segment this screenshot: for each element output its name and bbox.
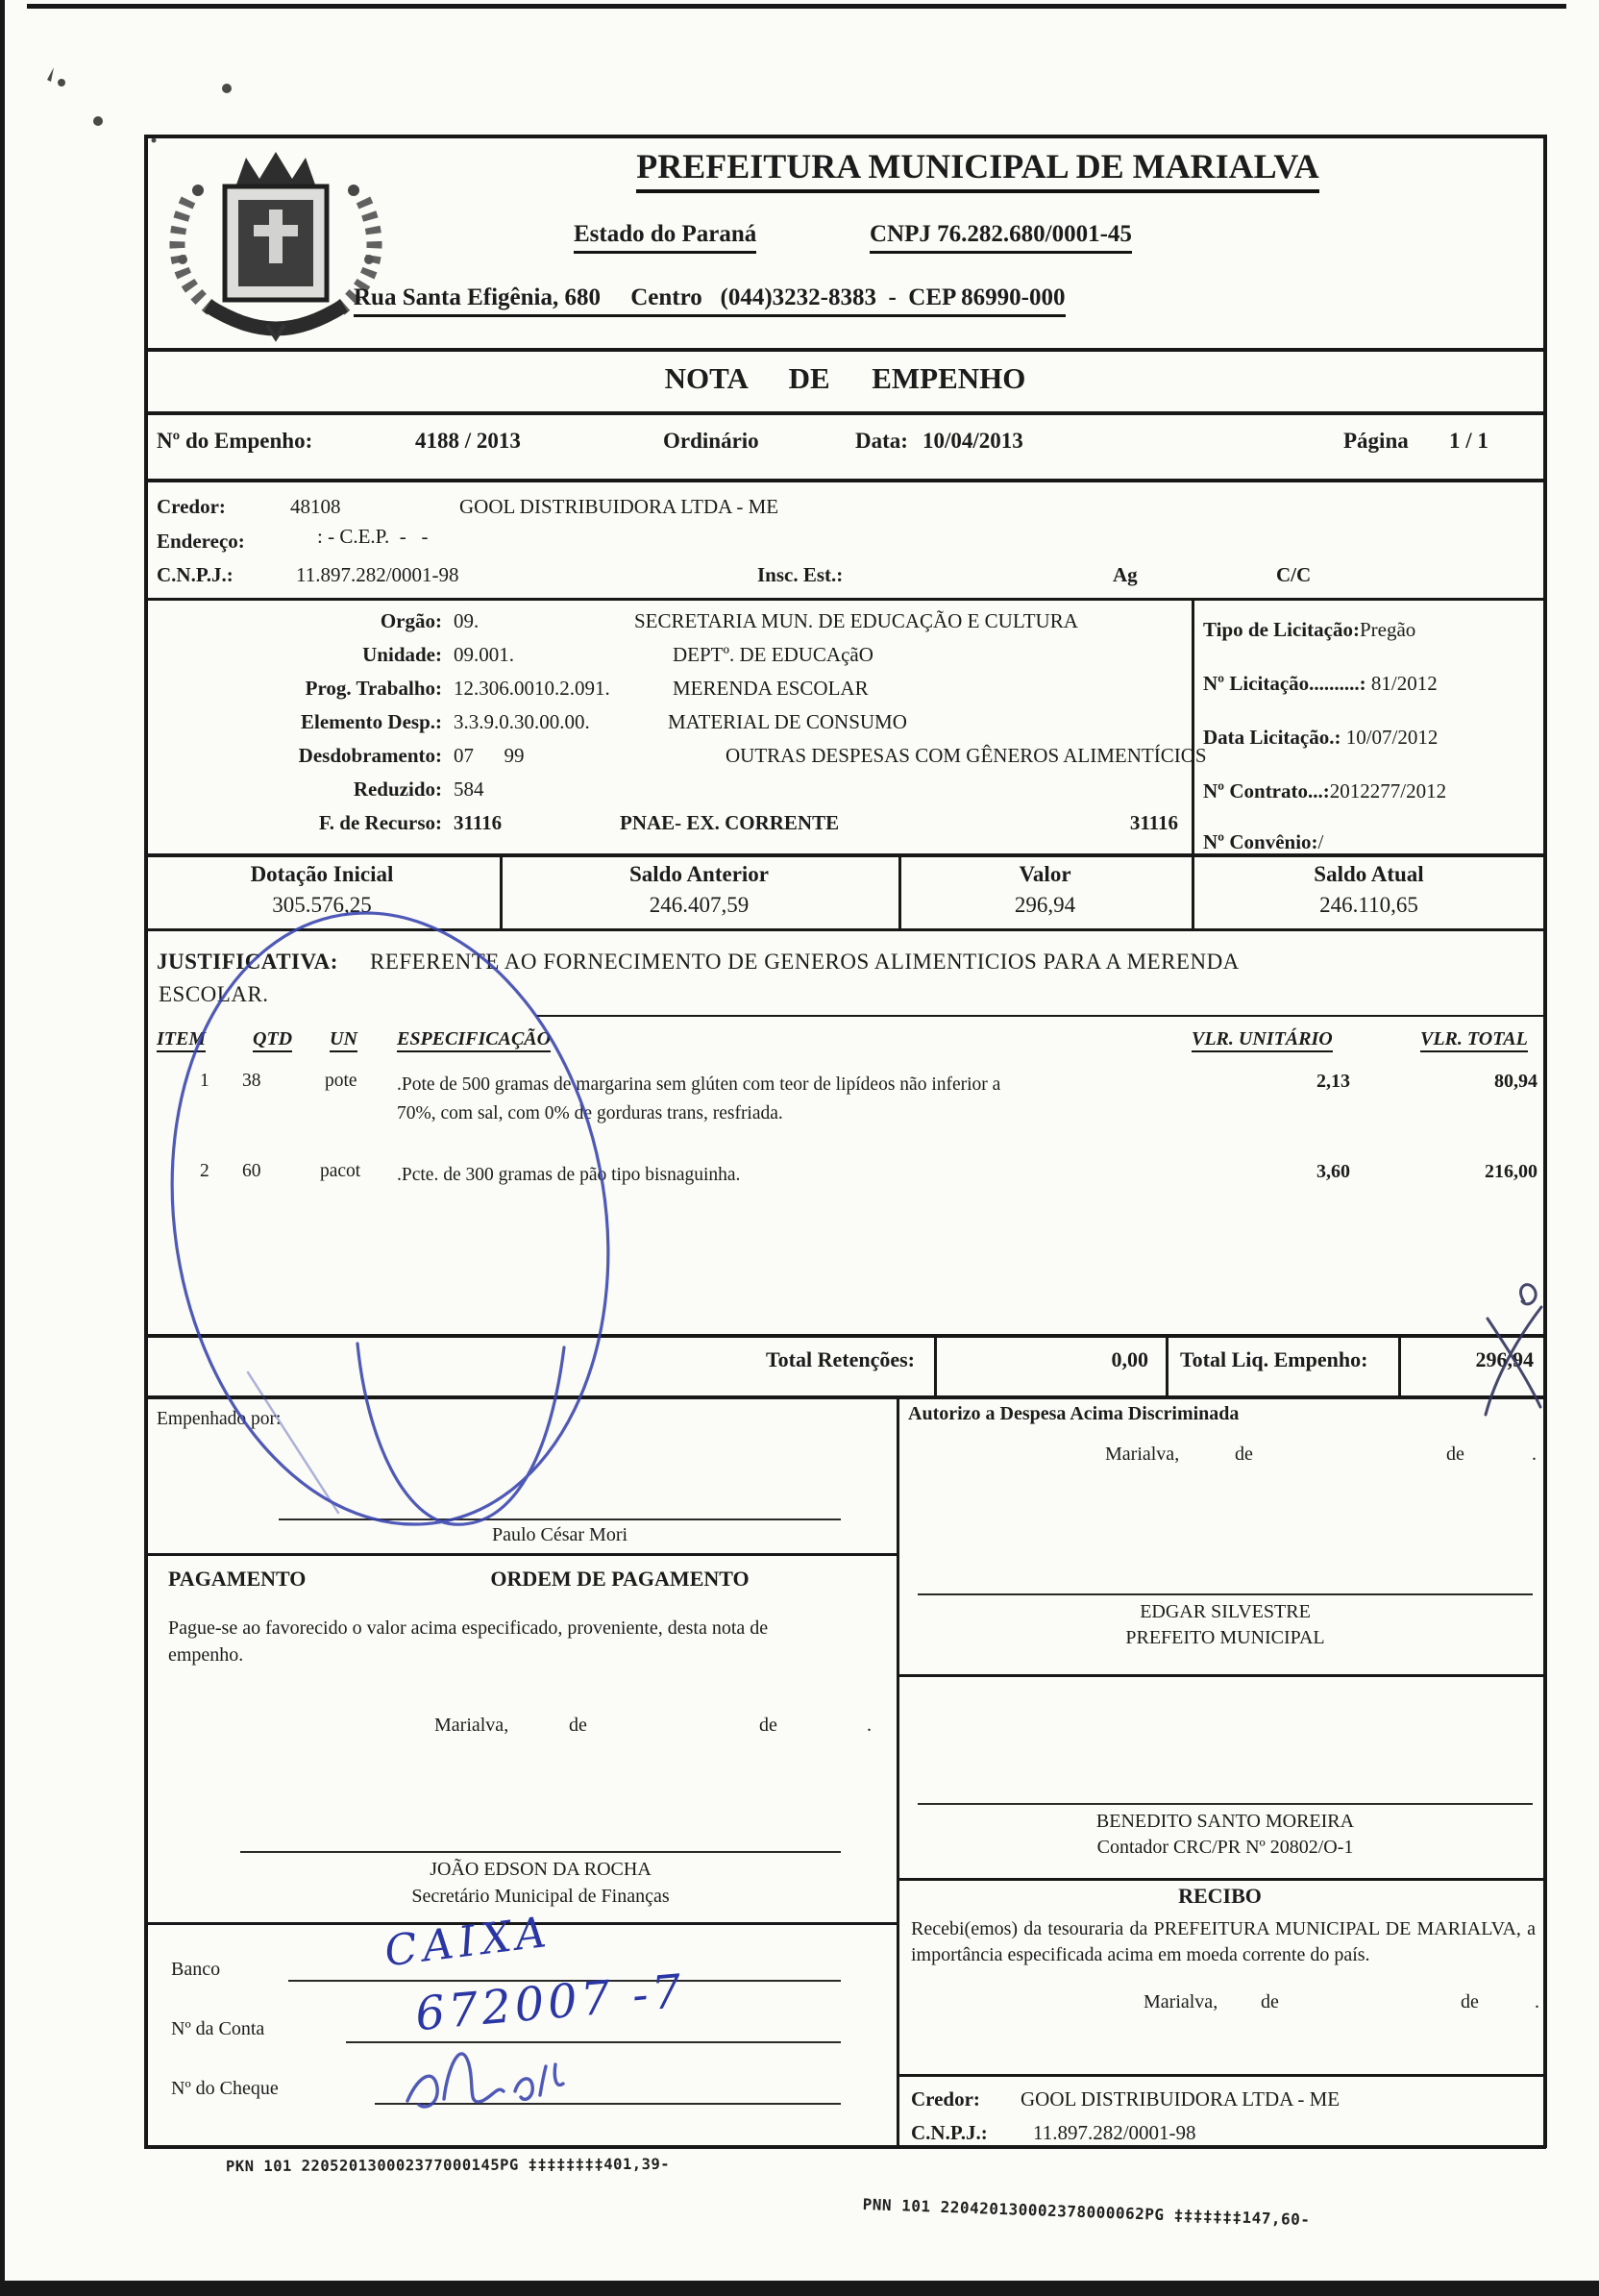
prefeitura-title: PREFEITURA MUNICIPAL DE MARIALVA [636,147,1318,193]
frame-right-rule [1543,135,1547,2148]
classificacao-desc: SECRETARIA MUN. DE EDUCAÇÃO E CULTURA [634,609,1078,632]
total-liq-value: 296,94 [1475,1347,1534,1371]
prefeito-name: EDGAR SILVESTRE [1140,1601,1311,1622]
classificacao-label: F. de Recurso: [318,811,442,834]
dotacao-inicial-value: 305.576,25 [272,893,372,917]
valor-value: 296,94 [1014,893,1076,917]
autorizo-de-2: de [1446,1444,1464,1465]
justificativa-line1: REFERENTE AO FORNECIMENTO DE GENEROS ALIMENTICIOS PARA A MERENDA [370,950,1240,974]
data-licitacao-row [1203,726,1438,749]
secretario-signature-line [240,1851,841,1853]
total-retencoes-label: Total Retenções: [766,1347,915,1371]
payment-stamp-left: PKN 101 220520130002377000145PG ‡‡‡‡‡‡‡‡401,39- [225,2155,671,2176]
num-convenio-label: Nº Convênio: [1203,830,1318,853]
estado-label: Estado do Paraná [574,221,756,254]
autorizo-de-1: de [1235,1444,1253,1465]
total-liq-label: Total Liq. Empenho: [1180,1347,1368,1371]
item-vlr-total: 216,00 [1485,1161,1538,1182]
banco-label: Banco [171,1959,221,1980]
empenhado-signatory-name: Paulo César Mori [491,1524,628,1545]
num-cheque-label: Nº do Cheque [171,2078,279,2099]
scan-bottom-edge [0,2281,1599,2296]
recibo-cnpj-label: C.N.P.J.: [911,2121,988,2144]
ordem-pagamento-title: ORDEM DE PAGAMENTO [490,1567,750,1591]
saldo-atual-label: Saldo Atual [1314,862,1424,886]
conta-corrente-label: C/C [1276,563,1312,586]
empenhado-por-label: Empenhado por: [157,1409,282,1429]
col-header-especificacao: ESPECIFICAÇÃO [397,1028,551,1052]
credor-cnpj: 11.897.282/0001-98 [296,563,459,586]
tipo-licitacao-label: Tipo de Licitação: [1203,618,1360,641]
recibo-text: Recebi(emos) da tesouraria da PREFEITURA MUNICIPAL DE MARIALVA, a importância especificada acima em moeda corrente do país. [911,1918,1536,1965]
prefeito-signature-line [918,1593,1533,1595]
classificacao-label: Desdobramento: [298,744,442,767]
classificacao-desc: DEPTº. DE EDUCAçãO [673,643,873,666]
prefeito-role: PREFEITO MUNICIPAL [1125,1627,1325,1648]
scan-left-edge [0,0,5,2296]
pen-stray-stroke [248,1372,338,1513]
contador-signature-line [918,1803,1533,1805]
col-header-vlr-unitario: VLR. UNITÁRIO [1192,1028,1333,1052]
classificacao-label: Orgão: [380,609,442,632]
pagamento-city: Marialva, [434,1715,509,1736]
item-qtd: 38 [242,1071,261,1091]
recibo-cnpj: 11.897.282/0001-98 [1033,2121,1196,2144]
classificacao-code: 584 [454,778,484,801]
totais-bottom-rule [144,1395,1546,1399]
col-header-vlr-total: VLR. TOTAL [1420,1028,1528,1052]
item-number: 2 [200,1161,209,1181]
classificacao-label: Elemento Desp.: [301,710,442,733]
pagamento-title: PAGAMENTO [168,1567,307,1591]
classificacao-desc: OUTRAS DESPESAS COM GÊNEROS ALIMENTÍCIOS [726,744,1207,767]
col-header-un: UN [330,1028,357,1052]
num-contrato-row [1203,779,1446,802]
page-number: 1 / 1 [1449,429,1488,453]
classificacao-label: Unidade: [362,643,442,666]
item-especificacao: .Pcte. de 300 gramas de pão tipo bisnaguinha. [397,1165,741,1185]
recibo-credor-name: GOOL DISTRIBUIDORA LTDA - ME [1021,2087,1341,2111]
item-un: pacot [320,1161,361,1181]
saldo-atual-value: 246.110,65 [1319,893,1418,917]
credor-address: : - C.E.P. - - [317,525,429,548]
tipo-licitacao-row [1203,618,1415,641]
recibo-de-1: de [1261,1991,1279,2012]
justificativa-underline-rule [536,1015,1545,1017]
recibo-credor-label: Credor: [911,2087,980,2111]
recibo-title: RECIBO [1178,1884,1262,1908]
prefeito-bottom-rule [897,1674,1546,1677]
num-licitacao-value: 81/2012 [1370,672,1438,695]
justificativa-label: JUSTIFICATIVA: [157,950,338,974]
data-licitacao-label: Data Licitação.: [1203,726,1341,749]
agencia-label: Ag [1113,563,1138,586]
frame-bottom-rule [144,2145,1546,2149]
endereco-prefeitura: Rua Santa Efigênia, 680 Centro (044)3232-8383 - CEP 86990-000 [354,284,1066,317]
conta-line [346,2041,841,2043]
empenho-date: 10/04/2013 [922,429,1023,453]
valores-bottom-rule [144,928,1546,931]
credor-bottom-rule [144,598,1546,601]
municipal-coat-of-arms [152,144,400,351]
empenho-number: 4188 / 2013 [415,429,521,453]
page-label: Página [1343,429,1409,453]
payment-stamp-right: PNN 101 220420130002378000062PG ‡‡‡‡‡‡‡147,60- [862,2195,1311,2230]
pagamento-de-1: de [569,1715,587,1736]
pagamento-text: Pague-se ao favorecido o valor acima especificado, proveniente, desta nota de empenho. [168,1617,769,1666]
cheque-line [375,2103,841,2105]
recibo-period: . [1535,1991,1539,2012]
num-licitacao-label: Nº Licitação..........: [1203,672,1366,695]
totais-divider-2 [1166,1338,1168,1395]
secretario-role: Secretário Municipal de Finanças [411,1886,670,1907]
secretario-name: JOÃO EDSON DA ROCHA [430,1859,652,1880]
justificativa-line2: ESCOLAR. [159,982,269,1006]
total-retencoes-value: 0,00 [1111,1347,1148,1371]
credor-label: Credor: [157,495,226,518]
num-convenio-value: / [1317,830,1324,853]
classificacao-code: 12.306.0010.2.091. [454,677,610,700]
classificacao-label: Reduzido: [353,778,442,801]
banco-handwriting: CAIXA [381,1907,554,1977]
scan-top-edge [27,4,1566,9]
num-convenio-row [1203,830,1323,853]
classificacao-desc: MATERIAL DE CONSUMO [668,710,907,733]
endereco-prefeitura-wrap [354,284,1066,317]
credor-cnpj-label: C.N.P.J.: [157,563,234,586]
cnpj-prefeitura: CNPJ 76.282.680/0001-45 [870,221,1132,254]
num-contrato-value: 2012277/2012 [1329,779,1447,802]
title-band-rule [144,411,1546,415]
classificacao-code: 07 99 [454,744,525,767]
saldo-anterior-label: Saldo Anterior [628,862,770,886]
item-especificacao: .Pote de 500 gramas de margarina sem glúten com teor de lipídeos não inferior a 70%, com sal, com 0% de gorduras trans, resfriada. [397,1074,1001,1124]
classificacao-bottom-rule [144,853,1546,857]
autorizo-title: Autorizo a Despesa Acima Discriminada [908,1403,1240,1424]
empenho-type: Ordinário [663,429,759,453]
valor-label: Valor [1019,862,1071,886]
frame-top-rule [144,135,1546,138]
classificacao-code: 09. [454,609,480,632]
insc-est-label: Insc. Est.: [757,563,844,586]
credor-address-label: Endereço: [157,530,245,553]
autorizo-city: Marialva, [1105,1444,1180,1465]
col-header-item: ITEM [157,1028,206,1052]
empenho-row-rule [144,479,1546,482]
classificacao-code: 09.001. [454,643,514,666]
pagamento-period: . [867,1715,872,1736]
classificacao-desc: PNAE- EX. CORRENTE [620,811,840,834]
scan-ink-specks [47,67,232,143]
recibo-credor-rule [897,2074,1546,2077]
contador-name: BENEDITO SANTO MOREIRA [1095,1811,1355,1832]
tipo-licitacao-value: Pregão [1359,618,1416,641]
credor-code: 48108 [290,495,341,518]
num-licitacao-row [1203,672,1438,695]
item-qtd: 60 [242,1161,261,1181]
item-vlr-total: 80,94 [1494,1071,1538,1092]
item-number: 1 [200,1071,209,1091]
recibo-city: Marialva, [1144,1991,1218,2012]
totais-divider-1 [934,1338,937,1395]
frame-left-rule [144,135,148,2148]
classificacao-code: 31116 [454,811,503,834]
num-contrato-label: Nº Contrato...: [1203,779,1330,802]
autorizo-period: . [1532,1444,1537,1465]
credor-name: GOOL DISTRIBUIDORA LTDA - ME [459,495,779,518]
saldo-anterior-value: 246.407,59 [649,893,750,917]
classificacao-label: Prog. Trabalho: [305,677,442,700]
cheque-handwriting-scribble [407,2054,563,2107]
empenhado-signature-line [279,1518,841,1520]
cnpj-prefeitura-wrap [870,221,1132,254]
totais-top-rule [144,1334,1546,1338]
data-licitacao-value: 10/07/2012 [1345,726,1439,749]
classificacao-desc: MERENDA ESCOLAR [673,677,869,700]
licitacao-divider [1192,601,1194,853]
pen-loop-annotation [357,1344,564,1524]
item-vlr-unitario: 3,60 [1316,1161,1350,1182]
item-un: pote [325,1071,357,1091]
empenho-date-label: Data: [855,429,908,453]
classificacao-code: 3.3.9.0.30.00.00. [454,710,590,733]
doc-title: NOTA DE EMPENHO [664,361,1026,395]
empenho-number-label: Nº do Empenho: [157,429,313,453]
contador-bottom-rule [897,1878,1546,1881]
estado-label-wrap [574,221,756,254]
item-vlr-unitario: 2,13 [1316,1071,1350,1092]
pagamento-de-2: de [759,1715,777,1736]
contador-role: Contador CRC/PR Nº 20802/O-1 [1096,1837,1354,1858]
col-header-qtd: QTD [253,1028,292,1052]
recibo-de-2: de [1461,1991,1479,2012]
conta-handwriting: 672007 -7 [413,1963,688,2042]
header-title-wrap [413,147,1542,193]
lower-column-divider [897,1399,899,2145]
recurso-code-right: 31116 [1129,811,1178,834]
num-conta-label: Nº da Conta [171,2018,265,2039]
dotacao-inicial-label: Dotação Inicial [250,862,394,886]
empenhado-bottom-rule [144,1553,899,1556]
